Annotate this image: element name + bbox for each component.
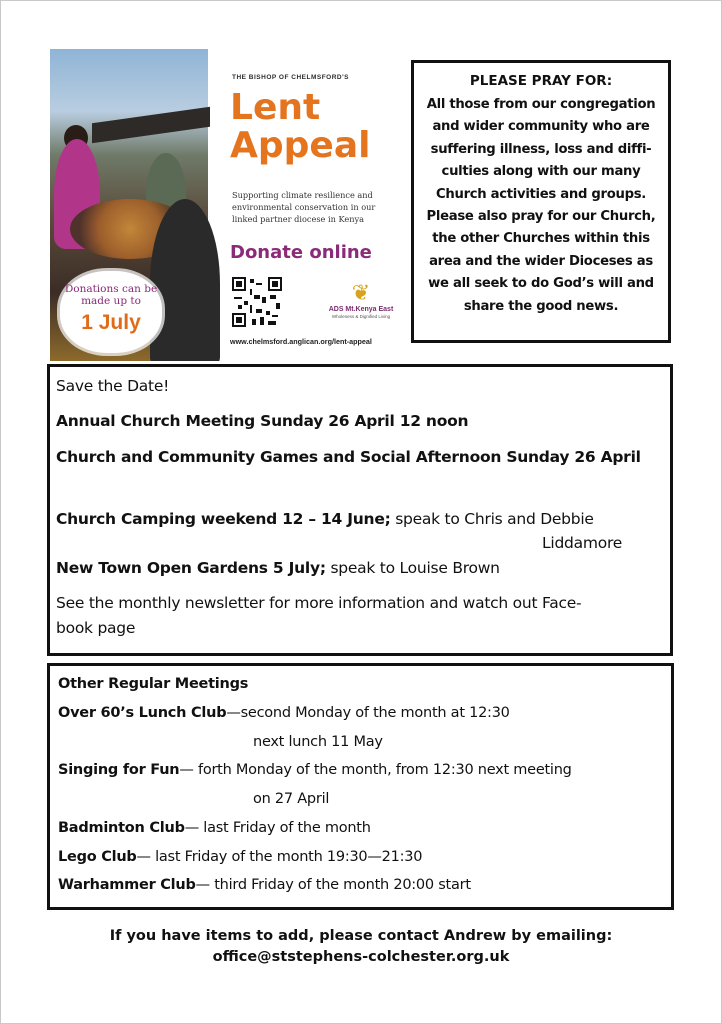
annual-meeting-item: Annual Church Meeting Sunday 26 April 12 noon: [56, 412, 469, 430]
lunch-club-next: next lunch 11 May: [253, 734, 383, 750]
wheat-icon: ❦: [351, 280, 371, 305]
contact-line: If you have items to add, please contact Andrew by emailing:: [109, 928, 613, 944]
prayer-line: share the good news.: [463, 298, 619, 314]
prayer-line: culties along with our many: [441, 164, 641, 180]
warhammer-item: [58, 877, 471, 893]
prayer-line: Please also pray for our Church,: [426, 209, 656, 225]
prayer-line: the other Churches within this: [432, 231, 650, 247]
poster-description: Supporting climate resilience and environmental conservation in our linked partner diocese in Kenya: [232, 190, 376, 224]
poster-url: www.chelmsford.anglican.org/lent-appeal: [230, 337, 372, 346]
contact-email: office@ststephens-colchester.org.uk: [212, 949, 510, 965]
badge-date: 1 July: [81, 311, 141, 334]
photo-roof: [92, 107, 210, 144]
partner-logo-name: ADS Mt.Kenya East: [328, 306, 394, 313]
singing-details: — forth Monday of the month, from 12:30 next meeting: [179, 762, 572, 778]
lego-title: Lego Club: [58, 849, 137, 865]
donation-deadline-badge: [60, 271, 162, 353]
badminton-details: — last Friday of the month: [184, 820, 371, 836]
partner-logo-tagline: Wholeness & Dignified Living: [331, 314, 391, 319]
singing-title: Singing for Fun: [58, 762, 180, 778]
regular-meetings-heading: Other Regular Meetings: [58, 676, 249, 692]
singing-next: on 27 April: [253, 791, 330, 807]
contact-footer: [0, 926, 722, 968]
badge-caption: Donations can be made up to: [64, 283, 158, 307]
poster-title-line1: Lent: [230, 87, 321, 128]
save-the-date-heading: Save the Date!: [56, 377, 170, 395]
camping-weekend-contact: speak to Chris and Debbie: [390, 510, 594, 528]
badminton-item: [58, 820, 371, 836]
partner-logo: [326, 281, 396, 325]
newsletter-note-line2: book page: [56, 619, 136, 637]
open-gardens-contact: speak to Louise Brown: [325, 559, 500, 577]
lunch-club-item: [58, 705, 510, 721]
newsletter-note-line1: See the monthly newsletter for more information and watch out Face-: [56, 594, 582, 612]
donate-online-label: Donate online: [230, 242, 372, 263]
prayer-line: and wider community who are: [432, 119, 650, 135]
lunch-club-title: Over 60’s Lunch Club: [58, 705, 227, 721]
camping-weekend-item: [56, 510, 594, 528]
open-gardens-item: [56, 559, 500, 577]
poster-photo: [50, 49, 208, 361]
singing-item: [58, 762, 572, 778]
poster-title: [230, 89, 405, 165]
prayer-line: suffering illness, loss and diffi-: [430, 141, 652, 157]
qr-code-icon: [232, 277, 282, 327]
prayer-title: PLEASE PRAY FOR:: [469, 73, 613, 89]
camping-weekend-contact-cont: Liddamore: [542, 534, 623, 552]
lego-item: [58, 849, 422, 865]
prayer-box: [411, 60, 671, 343]
regular-meetings-box: [47, 663, 674, 910]
poster-title-line2: Appeal: [230, 125, 371, 166]
warhammer-details: — third Friday of the month 20:00 start: [195, 877, 471, 893]
games-afternoon-item: Church and Community Games and Social Afternoon Sunday 26 April: [56, 448, 641, 466]
prayer-line: we all seek to do God’s will and: [428, 276, 654, 292]
camping-weekend-title: Church Camping weekend 12 – 14 June;: [56, 510, 391, 528]
badminton-title: Badminton Club: [58, 820, 185, 836]
lego-details: — last Friday of the month 19:30—21:30: [136, 849, 423, 865]
prayer-line: area and the wider Dioceses as: [429, 253, 653, 269]
poster-text-panel: [222, 49, 405, 361]
poster-bishop-line: THE BISHOP OF CHELMSFORD'S: [232, 74, 349, 81]
prayer-line: Church activities and groups.: [436, 186, 646, 202]
prayer-body: [418, 94, 664, 318]
prayer-line: All those from our congregation: [426, 97, 656, 112]
lunch-club-details: —second Monday of the month at 12:30: [226, 705, 510, 721]
lent-appeal-poster: [50, 49, 405, 361]
open-gardens-title: New Town Open Gardens 5 July;: [56, 559, 326, 577]
save-the-date-box: [47, 364, 673, 656]
warhammer-title: Warhammer Club: [58, 877, 196, 893]
